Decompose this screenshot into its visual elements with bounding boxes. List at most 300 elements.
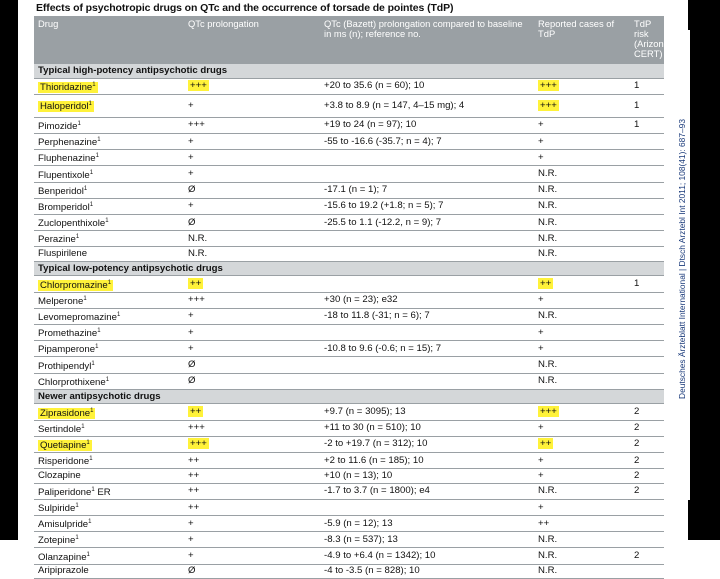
ms-value: +9.7 (n = 3095); 13 <box>324 405 406 417</box>
tdp-cell <box>534 198 630 214</box>
ms-cell <box>320 420 534 436</box>
drug-name-text: Clozapine <box>38 469 81 481</box>
section-header-row <box>34 64 664 78</box>
tdp-value: +++ <box>540 80 557 92</box>
drug-name-text: Pimozide <box>38 120 78 132</box>
risk-cell <box>630 166 664 182</box>
drug-name <box>38 487 95 498</box>
table-row <box>34 373 664 389</box>
qtc-cell <box>184 548 320 564</box>
tdp-cell <box>534 276 630 292</box>
ms-cell <box>320 247 534 262</box>
tdp-value: N.R. <box>538 216 558 228</box>
drug-name <box>38 248 87 259</box>
tdp-value: +++ <box>540 405 557 417</box>
drug-name-text: Sertindole <box>38 423 82 435</box>
footnote-marker: 1 <box>91 360 95 367</box>
table-row <box>34 247 664 262</box>
ms-cell <box>320 133 534 149</box>
drug-cell <box>34 452 184 468</box>
tdp-cell <box>534 182 630 198</box>
drug-name-text: Pipamperone <box>38 344 96 356</box>
qtc-cell <box>184 499 320 515</box>
risk-cell <box>630 214 664 230</box>
tdp-cell <box>534 483 630 499</box>
tdp-value: + <box>538 422 544 434</box>
table-row <box>34 516 664 532</box>
tdp-value: ++ <box>538 517 550 529</box>
footnote-marker: 1 <box>88 101 92 108</box>
table-row <box>34 276 664 292</box>
tdp-value: N.R. <box>538 248 558 260</box>
table-row <box>34 436 664 452</box>
drug-name-text: Chlorprothixene <box>38 376 106 388</box>
table-row <box>34 325 664 341</box>
ms-cell <box>320 357 534 373</box>
ms-cell <box>320 469 534 484</box>
table-row <box>34 452 664 468</box>
ms-value: -10.8 to 9.6 (-0.6; n = 15); 7 <box>324 342 442 354</box>
risk-cell: 2 <box>630 469 664 484</box>
drug-name-text: Fluphenazine <box>38 153 96 165</box>
table-header-row <box>34 16 664 64</box>
ms-cell <box>320 150 534 166</box>
header-drug: Drug <box>34 16 184 64</box>
left-black-border <box>0 0 18 540</box>
qtc-cell <box>184 469 320 484</box>
drug-name <box>38 234 79 245</box>
footnote-marker: 1 <box>83 295 87 302</box>
table-row <box>34 94 664 117</box>
risk-cell <box>630 150 664 166</box>
qtc-cell <box>184 308 320 324</box>
drug-name-text: Thioridazine <box>40 81 93 93</box>
drug-cell <box>34 341 184 357</box>
qtc-value: ++ <box>190 278 202 290</box>
footnote-marker: 1 <box>116 311 121 318</box>
ms-cell <box>320 516 534 532</box>
risk-cell <box>630 499 664 515</box>
tdp-cell <box>534 357 630 373</box>
ms-cell <box>320 548 534 564</box>
footnote-marker: 1 <box>86 439 90 446</box>
ms-cell <box>320 214 534 230</box>
drug-cell <box>34 357 184 373</box>
tdp-value: N.R. <box>538 565 558 577</box>
tdp-cell <box>534 94 630 117</box>
qtc-cell <box>184 182 320 198</box>
drug-cell <box>34 182 184 198</box>
tdp-value: + <box>538 454 544 466</box>
qtc-value: + <box>188 533 194 545</box>
table-row <box>34 182 664 198</box>
ms-cell <box>320 564 534 579</box>
header-tdp-risk: TdP risk (Arizona CERT) <box>630 16 664 64</box>
risk-cell <box>630 564 664 579</box>
tdp-value: N.R. <box>538 550 558 562</box>
header-tdp-cases: Reported cases of TdP <box>534 16 630 64</box>
qtc-value: ++ <box>188 469 200 481</box>
drug-cell <box>34 373 184 389</box>
drug-name-text: Olanzapine <box>38 551 87 563</box>
tdp-value: + <box>538 342 544 354</box>
drug-name <box>38 153 99 164</box>
drug-name-text: Risperidone <box>38 456 90 468</box>
drug-name-text: Bromperidol <box>38 201 90 213</box>
qtc-value: +++ <box>190 80 207 92</box>
section-label: Typical low-potency antipsychotic drugs <box>34 261 664 276</box>
qtc-value: +++ <box>190 438 207 450</box>
drug-cell <box>34 231 184 247</box>
risk-cell <box>630 516 664 532</box>
table-row <box>34 548 664 564</box>
drug-cell <box>34 548 184 564</box>
ms-cell <box>320 117 534 133</box>
qtc-value: + <box>188 550 194 562</box>
qtc-value: + <box>188 310 194 322</box>
drug-name <box>38 408 95 419</box>
qtc-cell <box>184 516 320 532</box>
ms-cell <box>320 436 534 452</box>
tdp-value: N.R. <box>538 359 558 370</box>
risk-cell <box>630 133 664 149</box>
tdp-cell <box>534 292 630 308</box>
tdp-value: ++ <box>540 278 552 290</box>
drug-name-text: Zotepine <box>38 535 76 547</box>
table-row <box>34 404 664 420</box>
tdp-cell <box>534 564 630 579</box>
tdp-value: + <box>538 326 544 338</box>
ms-cell <box>320 483 534 499</box>
drug-name <box>38 456 93 467</box>
tdp-cell <box>534 404 630 420</box>
qtc-value: N.R. <box>188 248 208 260</box>
risk-cell <box>630 292 664 308</box>
ms-value: -4 to -3.5 (n = 828); 10 <box>324 565 420 577</box>
ms-value: +20 to 35.6 (n = 60); 10 <box>324 80 425 92</box>
risk-cell <box>630 308 664 324</box>
drug-name <box>38 328 101 339</box>
drug-name <box>38 377 109 388</box>
tdp-cell <box>534 469 630 484</box>
drug-name-text: Levomepromazine <box>38 312 117 324</box>
qtc-cell <box>184 198 320 214</box>
drug-name <box>38 280 113 291</box>
drug-name-text: Fluspirilene <box>38 248 88 260</box>
table-row <box>34 420 664 436</box>
table-row <box>34 564 664 579</box>
table-row <box>34 166 664 182</box>
footnote-marker: 1 <box>75 502 79 509</box>
qtc-value: + <box>188 326 194 338</box>
qtc-value: Ø <box>188 359 196 370</box>
footnote-marker: 1 <box>107 279 112 286</box>
qtc-value: Ø <box>188 216 196 228</box>
ms-cell <box>320 198 534 214</box>
table-row <box>34 357 664 373</box>
drug-name-text: Benperidol <box>38 185 84 197</box>
table-row <box>34 483 664 499</box>
ms-value: -17.1 (n = 1); 7 <box>324 184 388 196</box>
qtc-cell <box>184 166 320 182</box>
drug-cell <box>34 94 184 117</box>
qtc-cell <box>184 133 320 149</box>
risk-cell: 2 <box>630 452 664 468</box>
footnote-marker: 1 <box>105 217 109 224</box>
ms-cell <box>320 78 534 94</box>
tdp-cell <box>534 166 630 182</box>
qtc-value: +++ <box>188 119 205 131</box>
risk-cell: 1 <box>630 276 664 292</box>
side-citation-text: Deutsches Ärzteblatt International | Dtsch Arztebl Int 2011; 108(41): 687–93 <box>677 119 687 399</box>
footnote-marker: 1 <box>86 551 90 558</box>
tdp-value: + <box>538 501 544 513</box>
drug-name-text: Haloperidol <box>40 101 89 113</box>
footnote-marker: 1 <box>81 423 85 430</box>
drug-name <box>38 137 101 148</box>
tdp-value: N.R. <box>538 232 558 244</box>
qtc-cell <box>184 436 320 452</box>
drug-name-text: Promethazine <box>38 328 98 340</box>
drug-cell <box>34 404 184 420</box>
risk-cell: 2 <box>630 420 664 436</box>
qtc-value: +++ <box>188 422 205 434</box>
footnote-marker: 1 <box>92 81 96 88</box>
footnote-marker: 1 <box>95 153 99 160</box>
drug-cell <box>34 308 184 324</box>
table-row <box>34 117 664 133</box>
drug-cell <box>34 436 184 452</box>
drug-name <box>38 121 81 132</box>
qtc-cell <box>184 373 320 389</box>
qtc-value: ++ <box>190 405 202 417</box>
risk-cell: 1 <box>630 78 664 94</box>
qtc-cell <box>184 452 320 468</box>
drug-cell <box>34 420 184 436</box>
ms-value: +2 to 11.6 (n = 185); 10 <box>324 454 424 466</box>
qtc-cell <box>184 420 320 436</box>
header-qtc-prolongation: QTc prolongation <box>184 16 320 64</box>
section-header-row <box>34 261 664 276</box>
drug-cell <box>34 198 184 214</box>
footnote-marker: 1 <box>75 234 80 241</box>
drug-name-text: Ziprasidone <box>40 407 91 419</box>
footnote-marker: 1 <box>105 376 110 383</box>
drug-name-text: Melperone <box>38 295 84 307</box>
ms-cell <box>320 231 534 247</box>
table-row <box>34 198 664 214</box>
tdp-cell <box>534 133 630 149</box>
drug-cell <box>34 276 184 292</box>
qtc-cell <box>184 117 320 133</box>
drug-cell <box>34 214 184 230</box>
drug-name <box>38 82 98 93</box>
qtc-cell <box>184 292 320 308</box>
ms-value: -55 to -16.6 (-35.7; n = 4); 7 <box>324 135 442 147</box>
drug-name <box>38 312 120 323</box>
drug-name-text: Flupentixole <box>38 169 90 181</box>
tdp-cell <box>534 308 630 324</box>
ms-cell <box>320 341 534 357</box>
drug-cell <box>34 247 184 262</box>
tdp-cell <box>534 516 630 532</box>
drug-cell <box>34 469 184 484</box>
tdp-cell <box>534 214 630 230</box>
side-citation <box>674 30 690 500</box>
ms-value: -8.3 (n = 537); 13 <box>324 533 398 545</box>
drug-cell <box>34 133 184 149</box>
qtc-value: + <box>188 135 194 147</box>
drug-name <box>38 552 90 563</box>
ms-value: +30 (n = 23); e32 <box>324 294 398 306</box>
ms-cell <box>320 166 534 182</box>
ms-cell <box>320 182 534 198</box>
footnote-marker: 1 <box>91 486 95 493</box>
drug-name-text: Prothipendyl <box>38 360 92 372</box>
tdp-cell <box>534 247 630 262</box>
qtc-value: + <box>188 200 194 212</box>
tdp-cell <box>534 78 630 94</box>
qtc-cell <box>184 404 320 420</box>
drug-name <box>38 565 89 576</box>
qtc-value: ++ <box>188 454 200 466</box>
risk-cell <box>630 198 664 214</box>
risk-cell <box>630 357 664 373</box>
footnote-marker: 1 <box>75 535 79 542</box>
ms-value: -18 to 11.8 (-31; n = 6); 7 <box>324 310 430 322</box>
tdp-value: N.R. <box>538 167 558 179</box>
tdp-value: N.R. <box>538 375 558 387</box>
drug-name-text: Paliperidone <box>38 486 92 498</box>
qtc-value: Ø <box>188 375 196 387</box>
qtc-cell <box>184 341 320 357</box>
drug-name-text: Zuclopenthixole <box>38 218 106 230</box>
risk-cell <box>630 231 664 247</box>
qtc-value: ++ <box>188 501 200 513</box>
drug-name <box>38 101 94 112</box>
drug-name <box>38 424 85 435</box>
drug-name <box>38 170 93 181</box>
tdp-value: + <box>538 151 544 163</box>
right-black-border <box>688 0 720 540</box>
table-row <box>34 231 664 247</box>
drug-suffix: ER <box>94 486 111 498</box>
drug-name <box>38 344 98 355</box>
risk-cell <box>630 182 664 198</box>
section-label: Newer antipsychotic drugs <box>34 389 664 404</box>
drug-cell <box>34 483 184 499</box>
risk-cell <box>630 341 664 357</box>
qtc-cell <box>184 357 320 373</box>
drug-cell <box>34 166 184 182</box>
ms-value: -25.5 to 1.1 (-12.2, n = 9); 7 <box>324 216 442 228</box>
drug-cell <box>34 150 184 166</box>
drug-name <box>38 186 87 197</box>
table-row <box>34 133 664 149</box>
drug-name <box>38 361 95 372</box>
tdp-cell <box>534 452 630 468</box>
tdp-value: + <box>538 294 544 306</box>
ms-cell <box>320 404 534 420</box>
qtc-cell <box>184 325 320 341</box>
qtc-cell <box>184 94 320 117</box>
drug-name <box>38 470 81 481</box>
drug-name-text: Perphenazine <box>38 137 98 149</box>
qtc-cell <box>184 214 320 230</box>
ms-cell <box>320 325 534 341</box>
ms-cell <box>320 373 534 389</box>
tdp-value: N.R. <box>538 184 558 196</box>
table-row <box>34 499 664 515</box>
drug-cell <box>34 117 184 133</box>
qtc-value: + <box>188 342 194 354</box>
risk-cell: 2 <box>630 483 664 499</box>
tdp-value: N.R. <box>538 533 558 545</box>
drug-name-text: Chlorpromazine <box>40 279 108 291</box>
ms-cell <box>320 452 534 468</box>
footnote-marker: 1 <box>90 407 94 414</box>
ms-value: -5.9 (n = 12); 13 <box>324 517 393 529</box>
table-row <box>34 150 664 166</box>
qtc-value: + <box>188 99 194 111</box>
tdp-cell <box>534 436 630 452</box>
footnote-marker: 1 <box>89 201 94 208</box>
drug-name-text: Sulpiride <box>38 503 76 515</box>
tdp-cell <box>534 150 630 166</box>
table-row <box>34 469 664 484</box>
risk-cell <box>630 373 664 389</box>
footnote-marker: 1 <box>77 120 81 127</box>
qtc-cell <box>184 150 320 166</box>
risk-cell: 2 <box>630 436 664 452</box>
document-page <box>32 0 669 577</box>
tdp-cell <box>534 325 630 341</box>
footnote-marker: 1 <box>89 455 93 462</box>
drug-cell <box>34 516 184 532</box>
drug-cell <box>34 78 184 94</box>
tdp-cell <box>534 117 630 133</box>
drug-name <box>38 519 91 530</box>
tdp-cell <box>534 420 630 436</box>
ms-value: -1.7 to 3.7 (n = 1800); e4 <box>324 485 430 497</box>
tdp-value: + <box>538 119 544 131</box>
qtc-value: Ø <box>188 565 196 577</box>
qtc-value: + <box>188 151 194 163</box>
table-row <box>34 214 664 230</box>
tdp-value: N.R. <box>538 485 558 497</box>
drug-name-text: Quetiapine <box>40 439 87 451</box>
ms-cell <box>320 276 534 292</box>
ms-value: +19 to 24 (n = 97); 10 <box>324 119 417 131</box>
risk-cell: 1 <box>630 117 664 133</box>
drug-name-text: Aripiprazole <box>38 565 89 577</box>
table-row <box>34 341 664 357</box>
qtc-cell <box>184 483 320 499</box>
footnote-marker: 1 <box>97 136 101 143</box>
table-row <box>34 78 664 94</box>
qtc-value: ++ <box>188 485 200 497</box>
drug-name <box>38 535 79 546</box>
qtc-cell <box>184 276 320 292</box>
tdp-value: ++ <box>540 438 552 450</box>
drug-name <box>38 202 93 213</box>
ms-cell <box>320 292 534 308</box>
drug-name-text: Amisulpride <box>38 519 89 531</box>
ms-value: +10 (n = 13); 10 <box>324 469 393 481</box>
ms-cell <box>320 308 534 324</box>
footnote-marker: 1 <box>89 169 94 176</box>
drug-cell <box>34 292 184 308</box>
